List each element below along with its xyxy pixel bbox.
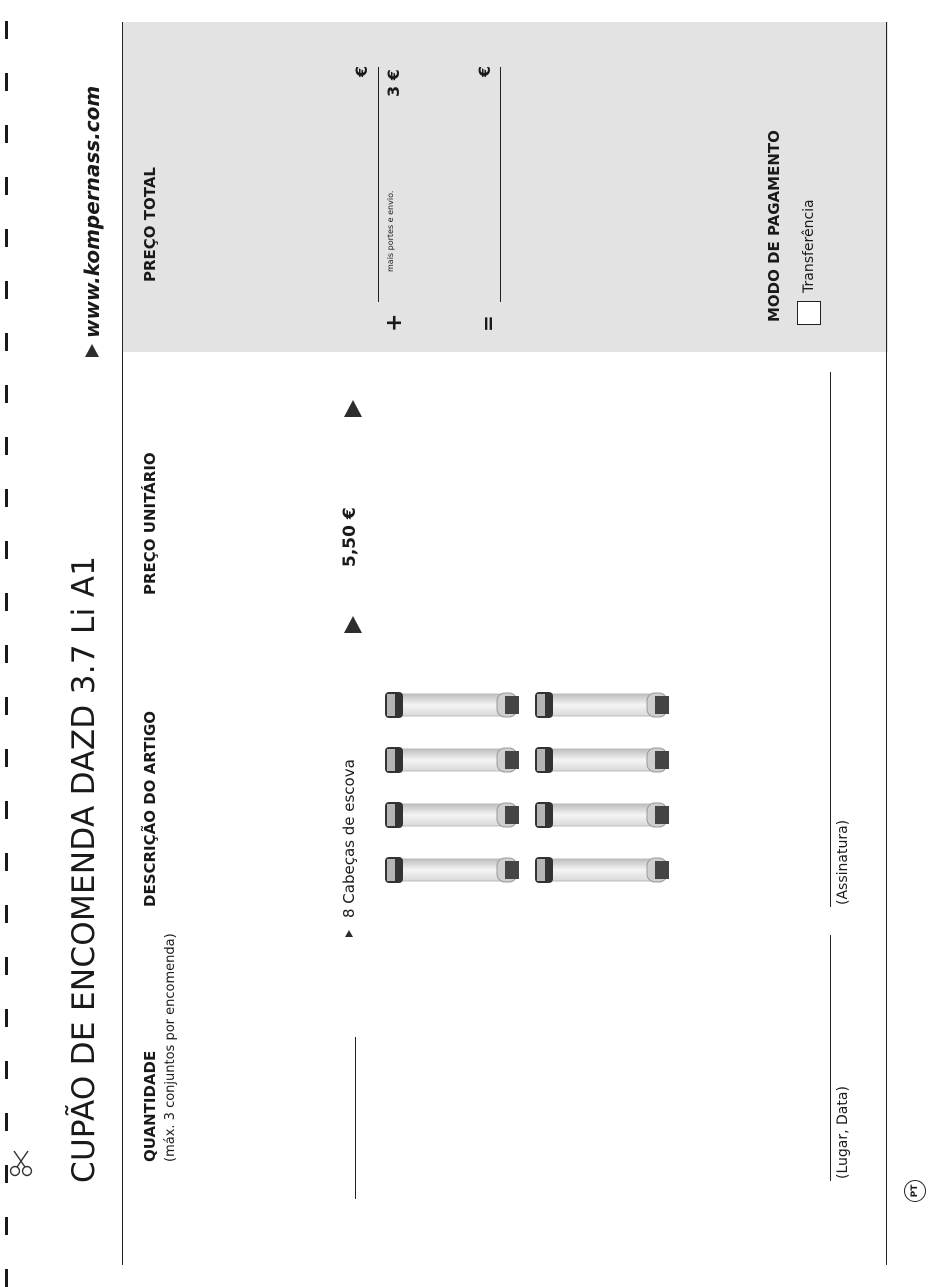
total-currency: € bbox=[352, 65, 371, 77]
quantity-input-line[interactable] bbox=[355, 1037, 356, 1199]
item-description bbox=[340, 759, 358, 937]
result-input-line[interactable] bbox=[500, 67, 501, 302]
shipping-value: 3 € bbox=[384, 69, 403, 97]
quantity-note: (máx. 3 conjuntos por encomenda) bbox=[163, 933, 178, 1162]
place-date-label: (Lugar, Data) bbox=[835, 1086, 851, 1179]
bullet-icon bbox=[345, 930, 353, 937]
item-label: 8 Cabeças de escova bbox=[340, 759, 358, 918]
arrow-icon bbox=[344, 400, 362, 417]
quantity-header: QUANTIDADE bbox=[141, 1050, 159, 1162]
scissors-icon bbox=[6, 1149, 36, 1179]
signature-label: (Assinatura) bbox=[835, 819, 851, 905]
unit-price-header: PREÇO UNITÁRIO bbox=[141, 452, 159, 595]
total-header: PREÇO TOTAL bbox=[141, 167, 159, 282]
table-bottom-rule bbox=[886, 22, 887, 1265]
language-badge: PT bbox=[904, 1180, 926, 1202]
cut-line bbox=[0, 0, 20, 1287]
toothbrush-heads-icon bbox=[385, 587, 685, 887]
total-input-line[interactable] bbox=[378, 67, 379, 302]
brush-heads-image bbox=[385, 587, 685, 887]
website-link[interactable] bbox=[80, 86, 104, 357]
arrow-icon bbox=[85, 344, 99, 357]
page-title: CUPÃO DE ENCOMENDA DAZD 3.7 Li A1 bbox=[66, 555, 102, 1183]
place-date-line[interactable] bbox=[830, 935, 831, 1181]
website-text: www.kompernass.com bbox=[80, 85, 104, 338]
transfer-label: Transferência bbox=[801, 199, 817, 293]
arrow-icon bbox=[344, 616, 362, 633]
equals-sign: = bbox=[476, 315, 500, 332]
transfer-checkbox[interactable] bbox=[797, 301, 821, 325]
payment-header: MODO DE PAGAMENTO bbox=[765, 130, 783, 322]
unit-price-value: 5,50 € bbox=[340, 507, 360, 567]
result-currency: € bbox=[475, 65, 494, 77]
payment-option-transfer[interactable] bbox=[797, 199, 821, 325]
signature-line[interactable] bbox=[830, 372, 831, 907]
plus-sign: + bbox=[382, 313, 407, 332]
shipping-note: mais portes e envio. bbox=[386, 190, 395, 272]
description-header: DESCRIÇÃO DO ARTIGO bbox=[141, 710, 159, 907]
